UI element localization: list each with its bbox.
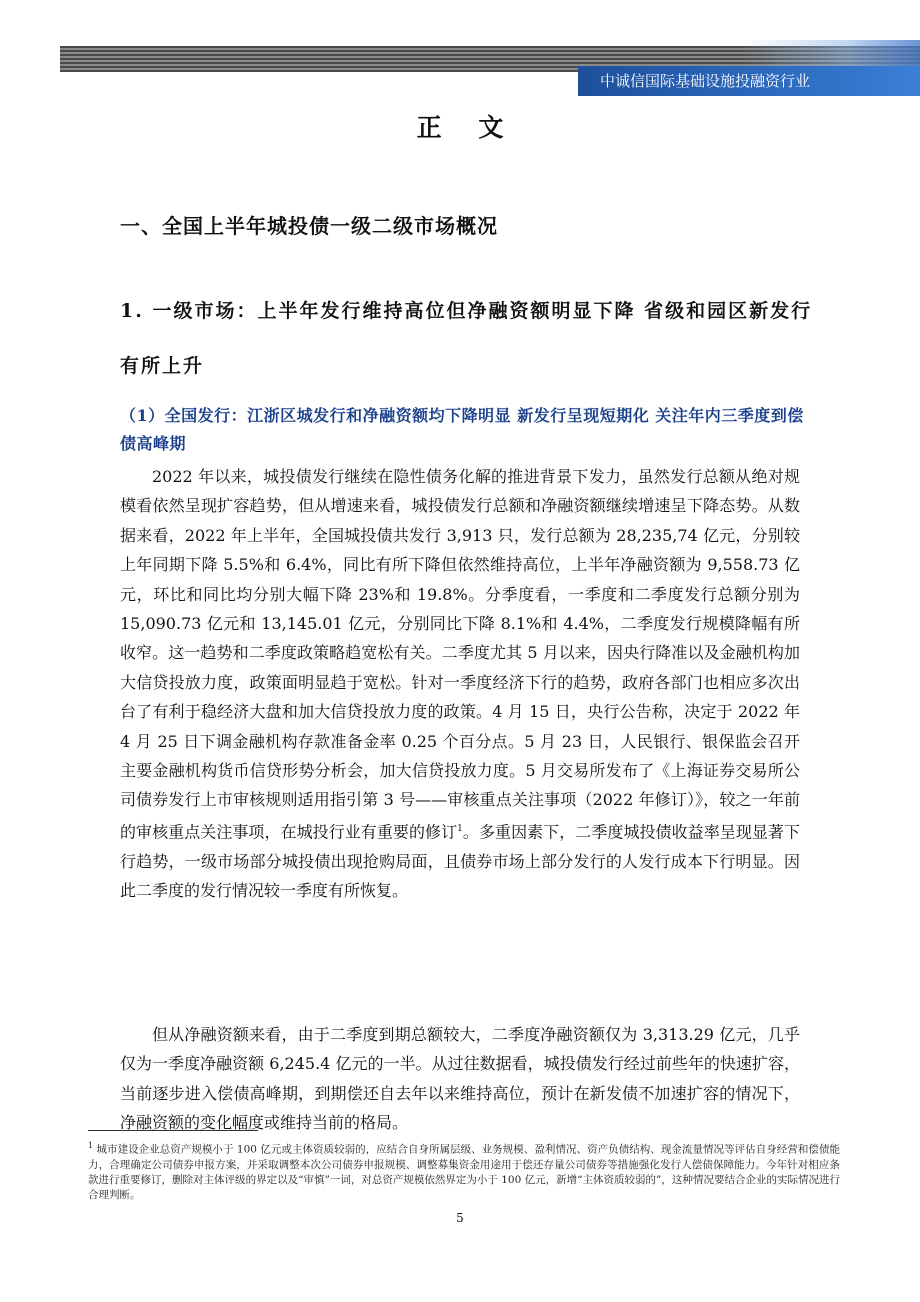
header-decoration <box>740 40 920 66</box>
footnote-text: 城市建设企业总资产规模小于 100 亿元或主体资质较弱的，应结合自身所属层级、业务规模、盈利情况、资产负债结构、现金流量情况等评估自身经营和偿债能力，合理确定公司债券申报方案，并采取调整本次公司债券申报规模、调整募集资金用途用于偿还存量公司债券等措施强化发行人偿债保障能力。今年针对相应条款进行重要修订，删除对主体评级的界定以及“审慎”一词，对总资产规模依然界定为小于 100 亿元，新增“主体资质较弱的”，这种情况要结合企业的实际情况进行合理判断。 <box>88 1143 841 1201</box>
paragraph-1-part-b: 。多重因素下，二季度城投债收益率呈现显著下行趋势，一级市场部分城投债出现抢购局面，且债券市场上部分发行的人发行成本下行明显。因此二季度的发行情况较一季度有所恢复。 <box>120 822 800 901</box>
body-paragraph-1 <box>120 462 800 905</box>
page-number: 5 <box>456 1211 464 1225</box>
footnote-divider <box>88 1130 258 1131</box>
subsection-heading: 1. 一级市场：上半年发行维持高位但净融资额明显下降 省级和园区新发行有所上升 <box>120 300 813 377</box>
section-heading: 一、全国上半年城投债一级二级市场概况 <box>120 214 498 238</box>
subsubsection-heading: （1）全国发行：江浙区城发行和净融资额均下降明显 新发行呈现短期化 关注年内三季度到偿债高峰期 <box>120 406 804 453</box>
footnote-marker: 1 <box>88 1141 94 1150</box>
footnote-ref[interactable]: 1 <box>457 823 463 834</box>
header-title: 中诚信国际基础设施投融资行业 <box>578 66 920 96</box>
body-paragraph-2: 但从净融资额来看，由于二季度到期总额较大，二季度净融资额仅为 3,313.29 亿元，几乎仅为一季度净融资额 6,245.4 亿元的一半。从过往数据看，城投债发行经过前些年的快速扩容，当前逐步进入偿债高峰期，到期偿还自去年以来维持高位，预计在新发债不加速扩容的情况下，净融资额的变化幅度或维持当前的格局。 <box>120 1025 800 1133</box>
footnote <box>88 1138 840 1203</box>
paragraph-1-part-a: 2022 年以来，城投债发行继续在隐性债务化解的推进背景下发力，虽然发行总额从绝对规模看依然呈现扩容趋势，但从增速来看，城投债发行总额和净融资额继续增速呈下降态势。从数据来看，2022 年上半年，全国城投债共发行 3,913 只，发行总额为 28,235,74 亿元，分别较上年同期下降 5.5%和 6.4%，同比有所下降但依然维持高位，上半年净融资额为 9,558.73 亿元，环比和同比均分别大幅下降 23%和 19.8%。分季度看，一季度和二季度发行总额分别为 15,090.73 亿元和 13,145.01 亿元，分别同比下降 8.1%和 4.4%，二季度发行规模降幅有所收窄。这一趋势和二季度政策略趋宽松有关。二季度尤其 5 月以来，因央行降准以及金融机构加大信贷投放力度，政策面明显趋于宽松。针对一季度经济下行的趋势，政府各部门也相应多次出台了有利于稳经济大盘和加大信贷投放力度的政策。4 月 15 日，央行公告称，决定于 2022 年 4 月 25 日下调金融机构存款准备金率 0.25 个百分点。5 月 23 日，人民银行、银保监会召开主要金融机构货币信贷形势分析会，加大信贷投放力度。5 月交易所发布了《上海证券交易所公司债券发行上市审核规则适用指引第 3 号——审核重点关注事项（2022 年修订）》，较之一年前的审核重点关注事项，在城投行业有重要的修订 <box>120 467 800 842</box>
page-title: 正 文 <box>416 113 518 142</box>
